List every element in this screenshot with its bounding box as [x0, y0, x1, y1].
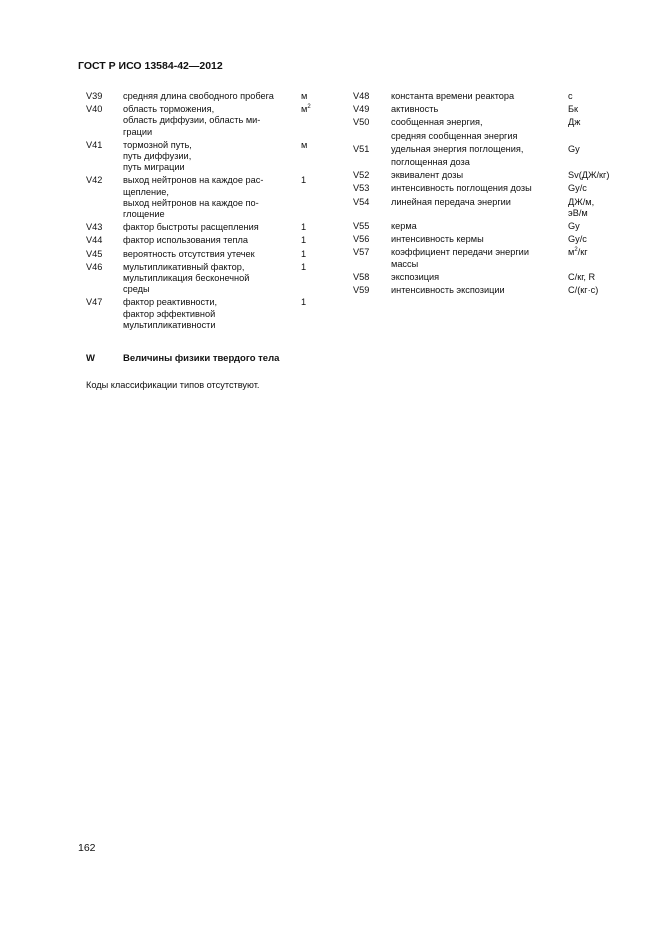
term-code: V42: [86, 175, 103, 186]
term-code: V50: [353, 117, 370, 128]
page-header: ГОСТ Р ИСО 13584-42—2012: [78, 60, 223, 72]
term-row: [353, 170, 623, 181]
term-row: [86, 222, 326, 233]
term-row: [86, 235, 326, 246]
term-row: [353, 197, 623, 219]
term-code: V44: [86, 235, 103, 246]
term-code: V51: [353, 143, 370, 154]
term-text: сообщенная энергия,: [391, 117, 483, 128]
term-code: V53: [353, 183, 370, 194]
term-row: [86, 249, 326, 260]
term-unit: $м^2$: [301, 104, 311, 115]
term-unit: 1: [301, 248, 307, 259]
term-unit: ДЖ/м, эВ/м: [568, 196, 595, 218]
term-code: V54: [353, 196, 370, 207]
term-text: средняя длина свободного пробега: [123, 91, 274, 101]
term-text: удельная энергия поглощения,: [391, 143, 524, 154]
term-unit: м: [301, 91, 308, 101]
term-row: [353, 91, 623, 102]
term-code: V39: [86, 91, 103, 101]
term-text: выход нейтронов на каждое рас- щепление, выход нейтронов на каждое по- глощение: [123, 175, 264, 220]
term-row: [353, 285, 623, 296]
term-unit: Бк: [568, 104, 579, 115]
term-row: [86, 297, 326, 331]
term-row: [353, 221, 623, 232]
term-unit: 1: [301, 235, 307, 246]
term-unit: Gy: [568, 221, 580, 232]
term-text: поглощенная доза: [391, 157, 470, 168]
term-text: интенсивность экспозиции: [391, 285, 505, 296]
term-text: область торможения, область диффузии, область ми- грации: [123, 104, 261, 137]
term-unit: Sv(ДЖ/кг): [568, 170, 610, 181]
term-code: V40: [86, 104, 103, 115]
section-title: Величины физики твердого тела: [123, 353, 280, 364]
term-text: константа времени реактора: [391, 91, 515, 101]
term-unit: 1: [301, 175, 307, 186]
term-row: [353, 144, 623, 155]
term-row: [353, 272, 623, 283]
term-text: средняя сообщенная энергия: [391, 130, 518, 141]
term-code: V41: [86, 139, 103, 150]
term-row: [86, 175, 326, 220]
term-unit: 1: [301, 222, 307, 233]
term-row: [86, 140, 326, 174]
right-column: [353, 91, 623, 296]
term-code: V52: [353, 170, 370, 181]
term-unit: с: [568, 91, 573, 101]
term-code: V56: [353, 234, 370, 245]
term-row: [353, 247, 623, 269]
term-code: V47: [86, 297, 103, 308]
term-unit: 1: [301, 297, 307, 308]
left-column: [86, 91, 326, 331]
term-text: экспозиция: [391, 271, 440, 282]
term-unit: Gy: [568, 143, 580, 154]
term-code: V59: [353, 285, 370, 296]
term-text: фактор реактивности, фактор эффективной мультипликативности: [123, 297, 218, 330]
note-text: Коды классификации типов отсутствуют.: [86, 380, 260, 390]
term-row: [353, 131, 623, 142]
term-text: вероятность отсутствия утечек: [123, 248, 255, 259]
term-text: интенсивность кермы: [391, 234, 484, 245]
term-row: [353, 157, 623, 168]
term-code: V43: [86, 222, 103, 233]
term-text: фактор использования тепла: [123, 235, 248, 246]
term-text: коэффициент передачи энергии массы: [391, 247, 529, 269]
term-code: V48: [353, 91, 370, 101]
term-text: фактор быстроты расщепления: [123, 222, 259, 233]
term-row: [353, 183, 623, 194]
term-unit: С/кг, R: [568, 271, 596, 282]
term-row: [353, 117, 623, 128]
term-row: [86, 262, 326, 296]
term-row: [86, 104, 326, 138]
term-unit: С/(кг·с): [568, 285, 599, 296]
page-number: 162: [78, 842, 96, 854]
term-unit: Gy/c: [568, 234, 587, 245]
term-code: V58: [353, 271, 370, 282]
term-code: V45: [86, 248, 103, 259]
term-unit: м: [301, 139, 308, 150]
term-text: тормозной путь, путь диффузии, путь миграции: [123, 139, 192, 173]
term-unit: $м^2/кг$: [568, 247, 588, 258]
term-text: керма: [391, 221, 417, 232]
term-text: активность: [391, 104, 439, 115]
term-unit: Дж: [568, 117, 581, 128]
term-code: V55: [353, 221, 370, 232]
term-row: [353, 104, 623, 115]
term-unit: Gy/c: [568, 183, 587, 194]
term-row: [353, 234, 623, 245]
term-code: V49: [353, 104, 370, 115]
term-code: V46: [86, 261, 103, 272]
term-row: [86, 91, 326, 102]
term-text: линейная передача энергии: [391, 196, 511, 207]
term-text: мультипликативный фактор, мультипликация бесконечной среды: [123, 261, 250, 295]
term-unit: 1: [301, 261, 307, 272]
term-text: эквивалент дозы: [391, 170, 464, 181]
section-code: W: [86, 353, 95, 364]
term-code: V57: [353, 247, 370, 258]
term-text: интенсивность поглощения дозы: [391, 183, 532, 194]
